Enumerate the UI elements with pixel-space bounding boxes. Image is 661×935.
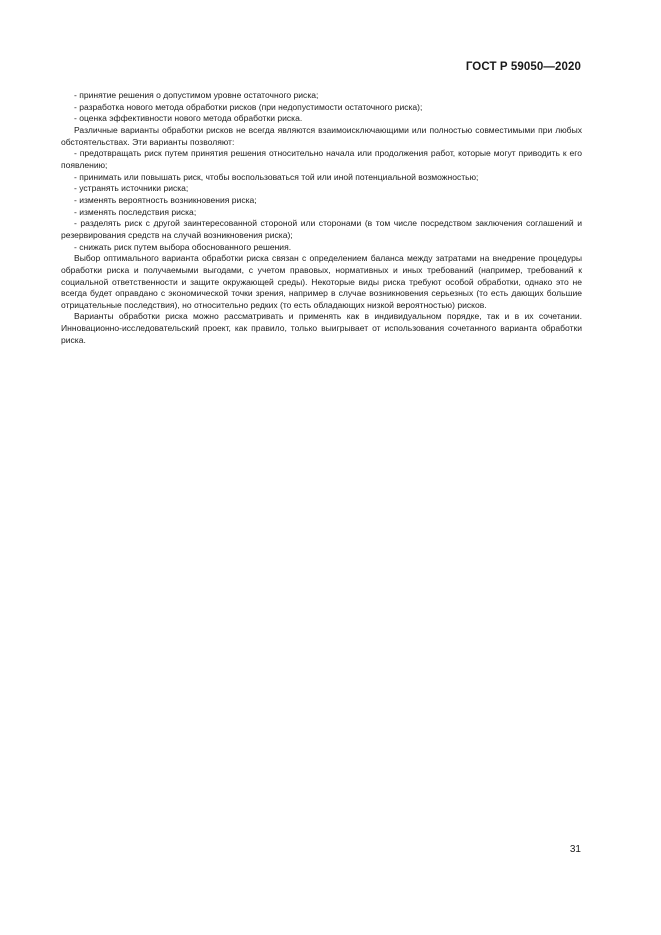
body-paragraph: Различные варианты обработки рисков не всегда являются взаимоисключающими или полностью совместимыми при любых обстоятельствах. Эти варианты позволяют: [61, 124, 582, 147]
list-item: - снижать риск путем выбора обоснованного решения. [74, 241, 292, 252]
body-paragraph: Варианты обработки риска можно рассматривать и применять как в индивидуальном порядке, так и в их сочетании. Инновационно-исследовательский проект, как правило, только выигрывает от использования сочетанного варианта обработки риска. [61, 311, 582, 345]
page-number: 31 [569, 844, 581, 855]
document-standard-number: ГОСТ Р 59050—2020 [465, 61, 581, 73]
list-item: - принимать или повышать риск, чтобы воспользоваться той или иной потенциальной возможностью; [74, 171, 479, 182]
list-item: - предотвращать риск путем принятия решения относительно начала или продолжения работ, которые могут приводить к его появлению; [61, 148, 582, 170]
list-item: - изменять последствия риска; [74, 206, 197, 217]
list-item: - принятие решения о допустимом уровне остаточного риска; [74, 90, 319, 100]
list-item: - оценка эффективности нового метода обработки риска. [74, 113, 303, 124]
document-body [61, 90, 582, 346]
list-item: - разработка нового метода обработки рисков (при недопустимости остаточного риска); [74, 101, 423, 112]
list-item: - изменять вероятность возникновения риска; [74, 194, 257, 205]
list-item: - устранять источники риска; [74, 183, 189, 194]
body-paragraph: Выбор оптимального варианта обработки риска связан с определением баланса между затратами на внедрение процедуры обработки риска и получаемыми выгодами, с учетом правовых, нормативных и иных требований (например, требований к социальной ответственности и защите окружающей среды). Некоторые виды риска требуют особой обработки, однако это не всегда будет оправдано с экономической точки зрения, например в случае возникновения серьезных (то есть дающих большие отрицательные последствия), но относительно редких (то есть обладающих низкой вероятностью) рисков. [61, 253, 582, 310]
list-item: - разделять риск с другой заинтересованной стороной или сторонами (в том числе посредством заключения соглашений и резервирования средств на случай возникновения риска); [61, 218, 582, 240]
